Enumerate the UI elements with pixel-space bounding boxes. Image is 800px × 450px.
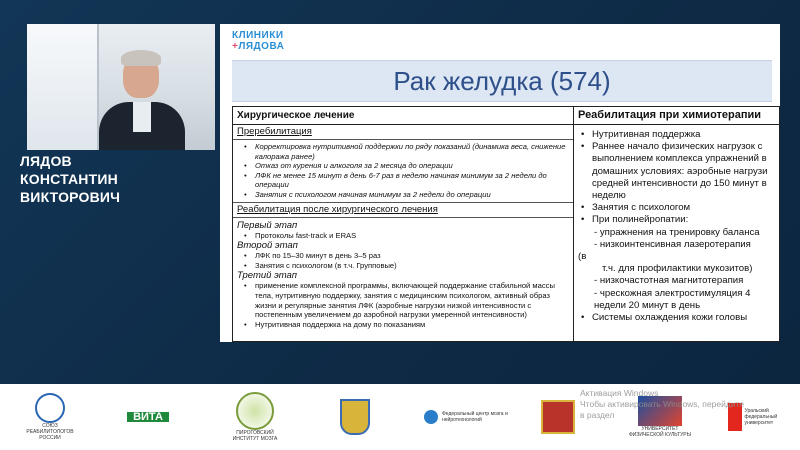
list-item: • Корректировка нутритивной поддержки по ряду показаний (динамика веса, снижение калоража ранее) [237,142,569,161]
windows-activation-watermark [580,388,750,421]
sponsor-crest [335,390,375,444]
watermark-title: Активация Windows [580,388,659,398]
sponsor-brain-institute [225,390,285,444]
watermark-text: Чтобы активировать Windows, перейдите в раздел [580,399,745,420]
list-item: т.ч. для профилактики мукозитов) [602,263,753,275]
speaker-surname: ЛЯДОВ [20,153,72,169]
prehab-title: Преребилитация [233,125,573,140]
list-item: • Занятия с психологом начиная минимум за 2 недели до операции [237,190,569,200]
stage3-list [237,281,569,329]
crest-icon [340,399,370,435]
list-item: (в [578,251,587,263]
list-item: • Занятия с психологом [578,202,775,214]
rehab-section [233,218,573,332]
speaker-name [20,152,220,206]
logo-plus-icon: + [232,41,239,52]
list-item: • Отказ от курения и алкоголя за 2 месяца до операции [237,161,569,171]
list-item: • Системы охлаждения кожи головы [578,312,775,324]
rehab-title: Реабилитация после хирургического лечения [233,202,573,218]
sponsor-urfu-label: Уральский федеральный университет [744,408,778,426]
speaker-given-name: КОНСТАНТИН ВИКТОРОВИЧ [20,171,121,205]
chemo-list [574,125,779,324]
list-item: • применение комплексной программы, включающей поддержание стабильной массы тела, нутритивную поддержку, занятия с медицинским психологом, активный образ жизни и регулярные занятия ЛФК (аэробные нагрузки низкой интенсивности с постепенным увеличением до аэробной нагрузки умеренной интенсивности) [237,281,569,319]
prehab-list [237,142,569,200]
slide-title: Рак желудка (574) [393,66,611,96]
list-item: - низкочастотная магнитотерапия [594,275,744,287]
brain-icon [424,410,438,424]
sponsor-sport-university-label2: ФИЗИЧЕСКОЙ КУЛЬТУРЫ [628,432,692,438]
prehab-section [233,140,573,202]
list-item: • Раннее начало физических нагрузок с выполнением комплекса упражнений в домашних условиях: аэробные нагрузи средней интенсивности до 150 минут в неделю [578,141,775,202]
sponsor-vita [118,390,178,444]
sponsor-brain-institute-label: ПИРОГОВСКИЙ ИНСТИТУТ МОЗГА [232,430,278,442]
logo-line2: ЛЯДОВА [238,41,285,52]
clinic-logo [232,30,284,52]
presentation-slide [220,24,780,342]
chemo-column [574,107,779,341]
list-item: • Занятия с психологом (в т.ч. Групповые) [237,261,569,271]
globe-icon [35,393,65,423]
list-item: • Нутритивная поддержка на дому по показаниям [237,320,569,330]
tree-icon [236,392,274,430]
sponsor-red-emblem [538,390,578,444]
video-background-window [27,24,99,150]
sponsor-rehab-union-label: СОЮЗ РЕАБИЛИТОЛОГОВ РОССИИ [26,423,74,441]
sponsor-sport-university-label1: УНИВЕРСИТЕТ [641,426,679,432]
vita-logo: ВИТА [127,412,169,422]
speaker-shirt [133,102,151,132]
treatment-table [232,106,780,342]
title-band [232,60,772,102]
stage3-title: Третий этап [237,270,297,282]
list-item: • ЛФК по 15–30 минут в день 3–5 раз [237,251,569,261]
stage1-list [237,231,569,241]
sponsor-neuro-center-label: Федеральный центр мозга и нейротехнологий [442,411,508,423]
sponsor-neuro-center [418,390,528,444]
surgery-header: Хирургическое лечение [233,107,573,125]
sponsor-rehab-union [26,390,74,444]
list-item: - упражнения на тренировку баланса [594,226,760,238]
speaker-hair [121,50,161,66]
surgery-column [233,107,574,341]
list-item: • Протоколы fast-track и ERAS [237,231,569,241]
chemo-header: Реабилитация при химиотерапии [574,107,779,125]
stage1-title: Первый этап [237,219,298,231]
speaker-video [27,24,215,150]
logo-line1: КЛИНИКИ [232,30,284,41]
list-item: - низкоинтенсивная лазеротерапия [594,238,751,250]
stage2-title: Второй этап [237,240,298,252]
stage2-list [237,251,569,270]
list-item: • ЛФК не менее 15 минут в день 6-7 раз в неделю начиная минимум за 2 недели до операции [237,171,569,190]
list-item: - чрескожная электростимуляция 4 недели 20 минут в день [594,287,751,311]
list-item: • Нутритивная поддержка [578,129,775,141]
list-item: • При полинейропатии: [578,214,775,226]
emblem-icon [541,400,575,434]
